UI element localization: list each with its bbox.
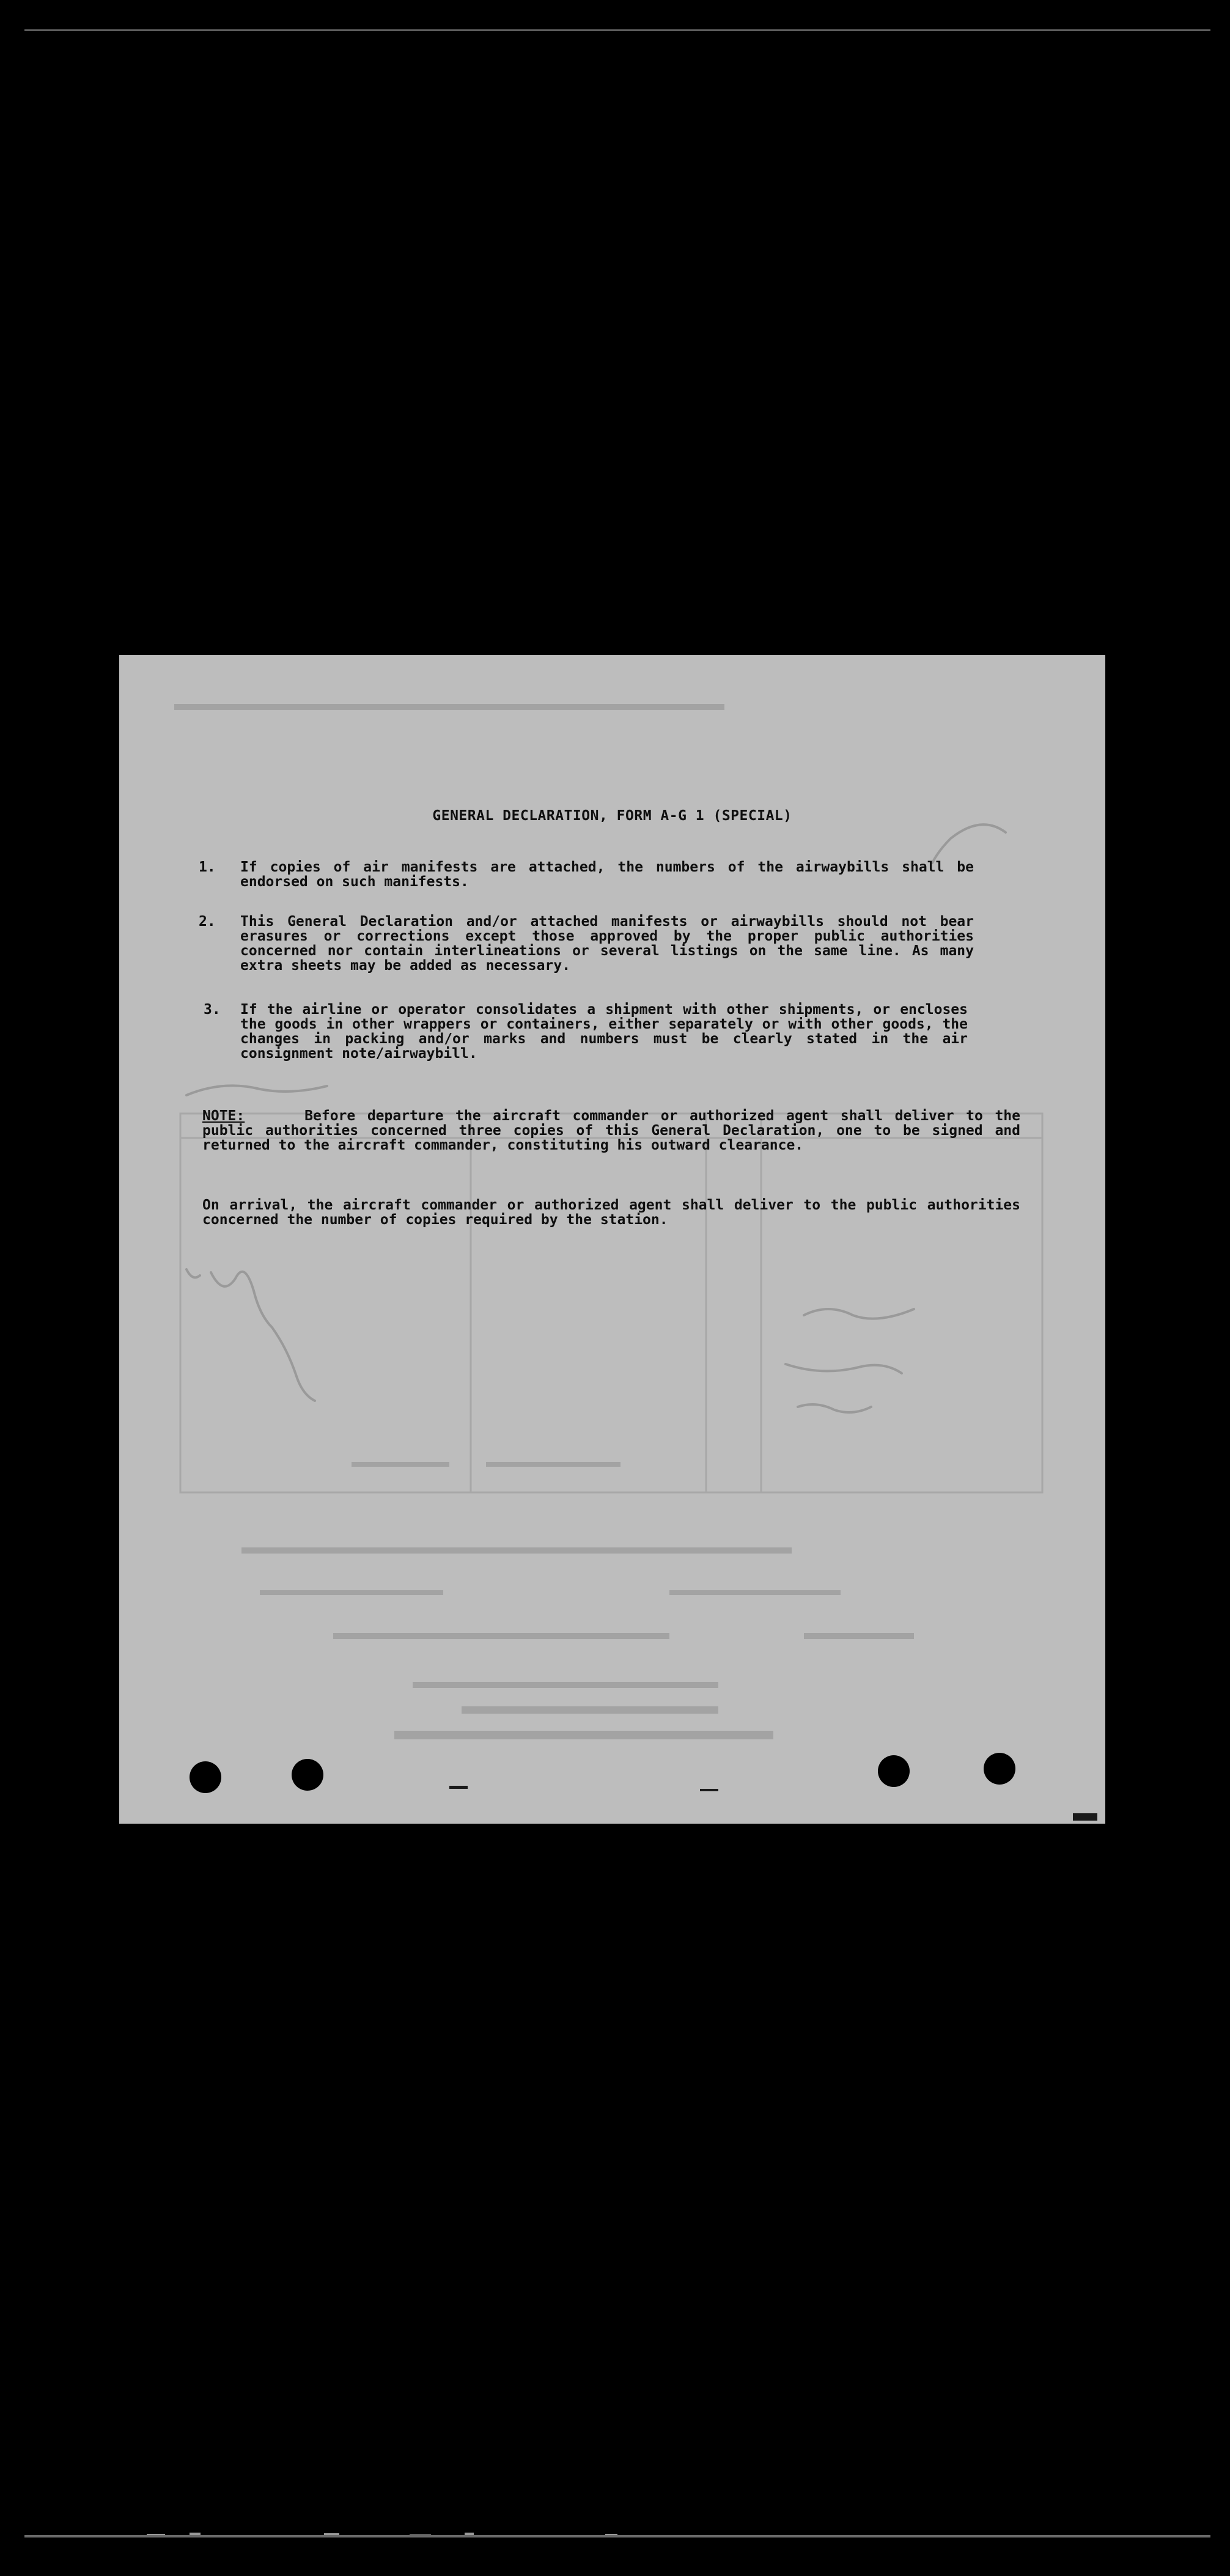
bleed-through-marks bbox=[119, 655, 1105, 1824]
punch-hole-4 bbox=[984, 1753, 1015, 1785]
punch-hole-3 bbox=[878, 1755, 910, 1787]
document-page bbox=[119, 655, 1105, 1824]
item-number: 1. bbox=[199, 859, 216, 875]
item-number: 3. bbox=[204, 1002, 221, 1018]
note-text: Before departure the aircraft commander or authorized agent shall deliver to the public authorities concerned three copies of this General Declaration, one to be signed and returned to the aircraft commander, constituting his outward clearance. bbox=[202, 1108, 1020, 1153]
film-edge-top bbox=[24, 29, 1210, 31]
arrival-paragraph: On arrival, the aircraft commander or authorized agent shall deliver to the public authorities concerned the number of copies required by the station. bbox=[202, 1197, 1020, 1228]
punch-hole-1 bbox=[190, 1761, 221, 1793]
item-text: This General Declaration and/or attached manifests or airwaybills should not bear erasures or corrections except those approved by the proper public authorities concerned nor contain interlineations or several listings on the same line. As many extra sheets may be added as necessary. bbox=[240, 914, 974, 974]
item-text: If copies of air manifests are attached, the numbers of the airwaybills shall be endorsed on such manifests. bbox=[240, 859, 974, 890]
punch-hole-2 bbox=[292, 1759, 323, 1791]
film-edge-bottom bbox=[24, 2535, 1210, 2537]
page-title: GENERAL DECLARATION, FORM A-G 1 (SPECIAL) bbox=[432, 808, 792, 824]
note-paragraph bbox=[202, 1109, 1020, 1153]
item-text: If the airline or operator consolidates a shipment with other shipments, or encloses the goods in other wrappers or containers, either separately or with other goods, the changes in packing and/or marks and numbers must be clearly stated in the air consignment note/airwaybill. bbox=[240, 1002, 968, 1062]
note-label: NOTE: bbox=[202, 1108, 245, 1124]
item-number: 2. bbox=[199, 914, 216, 930]
